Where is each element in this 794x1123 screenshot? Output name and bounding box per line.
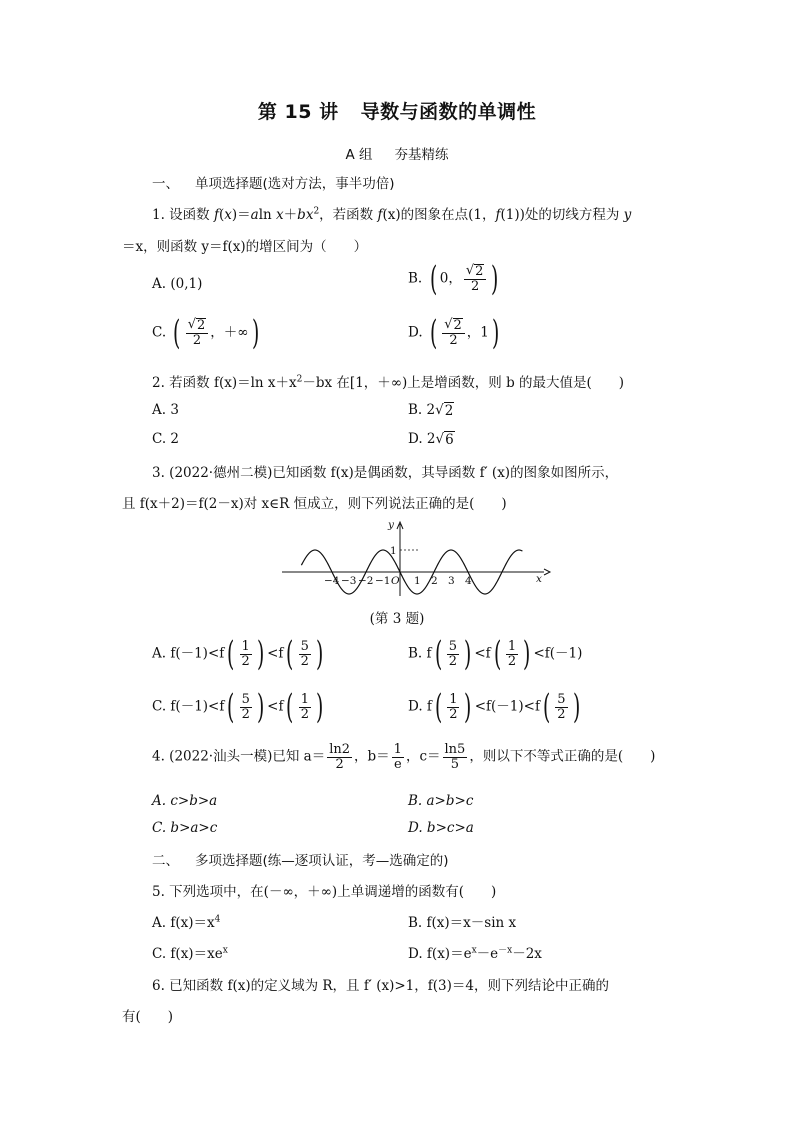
question-5-option-c[interactable]: C. $f(x)=xe^x$ xyxy=(152,945,228,962)
x-tick-label: −2 xyxy=(358,575,374,587)
question-6-stem: 6. 已知函数 f(x)的定义域为 R，且 f′ (x)>1，f(3)＝4，则下列结论中正确的 xyxy=(152,978,609,994)
section-heading-multiple-choice: 二、 多项选择题(练—逐项认证，考—选确定的) xyxy=(152,853,449,869)
x-tick-label: O xyxy=(391,575,400,587)
question-3-option-b[interactable]: B. f( $\frac{5}{2}$ ) <f( $\frac{1}{2}$ ) <f(－1) xyxy=(408,634,583,674)
x-tick-label: 3 xyxy=(448,575,455,587)
question-3-stem: 3. (2022·德州二模)已知函数 f(x)是偶函数，其导函数 f′ (x)的图象如图所示， xyxy=(152,465,619,481)
question-1-stem: 1. 设函数 f(x)＝aln $x+bx^2$，若函数 f(x)的图象在点(1，f(1))处的切线方程为 y xyxy=(152,206,632,223)
y-tick-label: 1 xyxy=(390,545,397,557)
question-5-stem: 5. 下列选项中，在(－∞，＋∞)上单调递增的函数有( ) xyxy=(152,884,497,900)
x-tick-label: 2 xyxy=(431,575,438,587)
question-4-option-d[interactable]: D. b>c>a xyxy=(408,820,474,836)
x-axis-arrow xyxy=(544,569,550,575)
question-6-stem-continued: 有( ) xyxy=(122,1009,174,1025)
question-2-stem: 2. 若函数 f(x)＝ln $x+x^2-bx$ 在[1，＋∞)上是增函数，则 b 的最大值是( ) xyxy=(152,374,625,391)
section-heading-single-choice: 一、 单项选择题(选对方法，事半功倍) xyxy=(152,176,395,192)
question-1-option-d[interactable]: D. ( √ 2 2 ，1) xyxy=(408,313,500,353)
question-3-stem-continued: 且 f(x＋2)＝f(2－x)对 x∈R 恒成立，则下列说法正确的是( ) xyxy=(122,496,507,512)
group-name: 夯基精练 xyxy=(394,147,449,163)
question-2-option-b[interactable]: B. 2√ 2 xyxy=(408,402,454,419)
question-3-option-d[interactable]: D. f( $\frac{1}{2}$ ) <f(－1)<f( $\frac{5}{2}$ ) xyxy=(408,687,580,727)
question-5-option-a[interactable]: A. $f(x)=x^4$ xyxy=(152,914,221,931)
page-title xyxy=(0,97,794,124)
question-1-option-a[interactable]: A. (0,1) xyxy=(152,276,203,292)
lecture-topic: 导数与函数的单调性 xyxy=(360,101,537,123)
question-2-option-c[interactable]: C. 2 xyxy=(152,431,180,447)
question-4-stem: 4. (2022·汕头一模)已知 a＝ $\frac{\ln 2}{2}$ ，b＝ $\frac{1}{e}$ ，c＝ $\frac{\ln 5}{5}$ ，则以下不等式正确的是( ) xyxy=(152,742,656,772)
y-axis-label: y xyxy=(388,519,394,531)
group-heading xyxy=(0,143,794,163)
question-1-option-c[interactable]: C. ( √ 2 2 ，＋∞) xyxy=(152,313,259,353)
question-3-option-c[interactable]: C. f(－1)<f( $\frac{5}{2}$ ) <f( $\frac{1}{2}$ ) xyxy=(152,687,324,727)
question-1-stem-continued: ＝x，则函数 y＝f(x)的增区间为（ ） xyxy=(122,239,368,255)
lecture-number: 第 15 讲 xyxy=(257,101,339,123)
x-tick-label: −4 xyxy=(324,575,340,587)
question-1-option-b[interactable]: B. ( 0， √ 2 2 ) xyxy=(408,259,499,299)
question-2-option-d[interactable]: D. 2√ 6 xyxy=(408,431,454,448)
question-4-option-b[interactable]: B. a>b>c xyxy=(408,793,474,809)
question-4-option-a[interactable]: A. c>b>a xyxy=(152,793,218,809)
question-3-option-a[interactable]: A. f(－1)<f( $\frac{1}{2}$ ) <f( $\frac{5}{2}$ ) xyxy=(152,634,324,674)
figure-caption: (第 3 题) xyxy=(369,611,425,627)
x-tick-label: 4 xyxy=(465,575,472,587)
group-label: A 组 xyxy=(345,147,373,163)
derivative-graph xyxy=(282,518,552,598)
question-5-option-b[interactable]: B. f(x)＝x－sin x xyxy=(408,915,517,931)
x-axis-label: x xyxy=(536,573,542,585)
question-4-option-c[interactable]: C. b>a>c xyxy=(152,820,218,836)
x-tick-label: 1 xyxy=(414,575,421,587)
question-5-option-d[interactable]: D. $f(x)=e^x-e^{-x}-2x$ xyxy=(408,945,542,962)
question-2-option-a[interactable]: A. 3 xyxy=(152,402,179,418)
x-tick-label: −1 xyxy=(375,575,391,587)
x-tick-label: −3 xyxy=(341,575,357,587)
